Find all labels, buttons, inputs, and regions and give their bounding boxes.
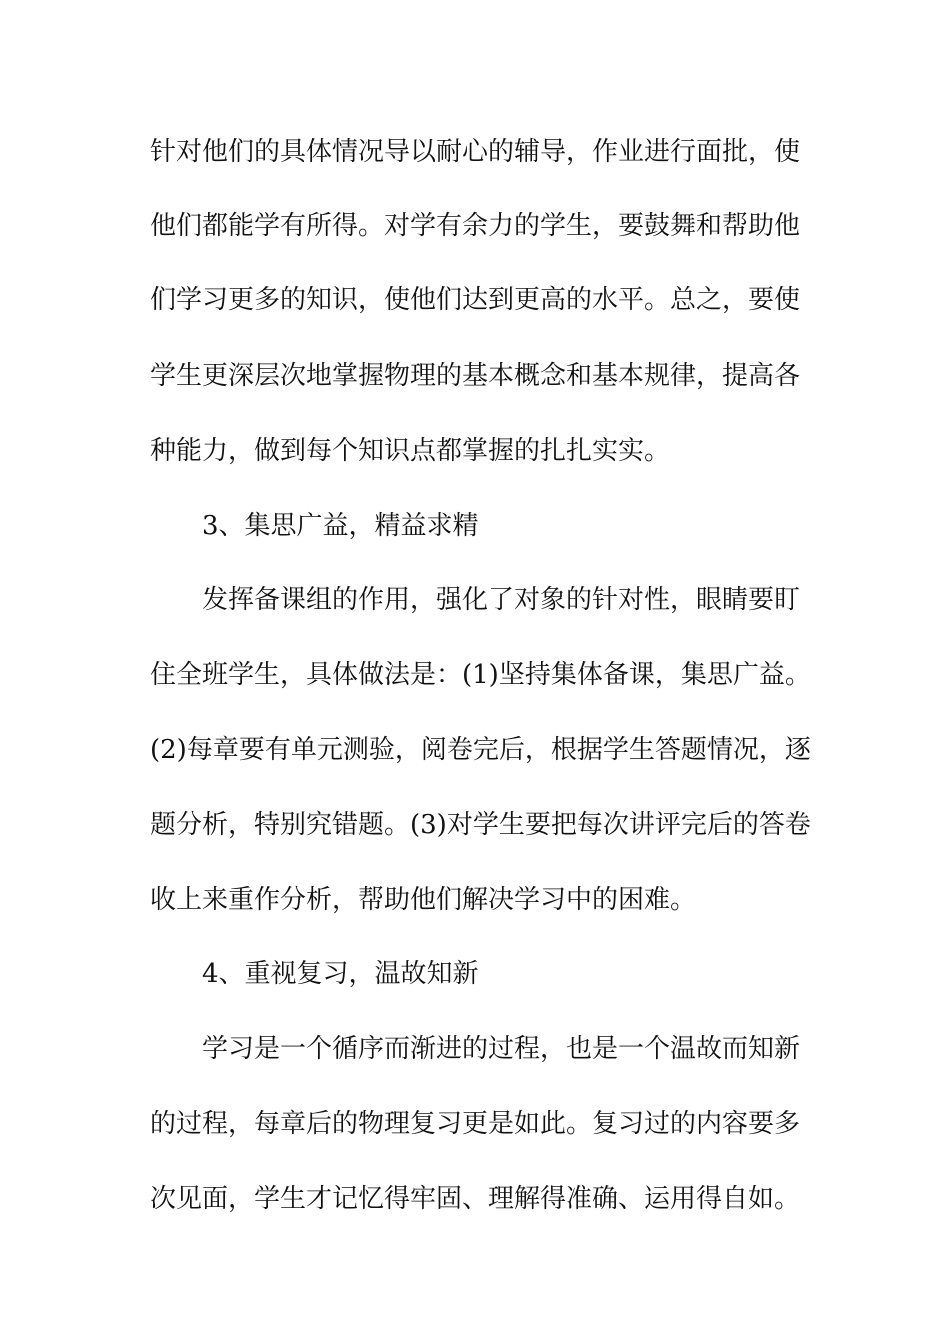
paragraph-line: 的过程，每章后的物理复习更是如此。复习过的内容要多 (150, 1109, 801, 1139)
paragraph-line: 发挥备课组的作用，强化了对象的针对性，眼睛要盯 (202, 585, 801, 615)
paragraph-line: 种能力，做到每个知识点都掌握的扎扎实实。 (150, 436, 671, 466)
section-heading: 4、重视复习，温故知新 (202, 959, 479, 989)
section-heading: 3、集思广益，精益求精 (202, 511, 479, 541)
paragraph-line: (2)每章要有单元测验，阅卷完后，根据学生答题情况，逐 (150, 735, 811, 765)
paragraph-line: 针对他们的具体情况导以耐心的辅导，作业进行面批，使 (150, 137, 801, 167)
paragraph-line: 住全班学生，具体做法是：(1)坚持集体备课，集思广益。 (150, 660, 811, 690)
paragraph-line: 学生更深层次地掌握物理的基本概念和基本规律，提高各 (150, 361, 801, 391)
paragraph-line: 次见面，学生才记忆得牢固、理解得准确、运用得自如。 (150, 1184, 801, 1214)
paragraph-line: 收上来重作分析，帮助他们解决学习中的困难。 (150, 885, 697, 915)
paragraph-line: 学习是一个循序而渐进的过程，也是一个温故而知新 (202, 1034, 801, 1064)
paragraph-line: 们学习更多的知识，使他们达到更高的水平。总之，要使 (150, 285, 801, 315)
paragraph-line: 他们都能学有所得。对学有余力的学生，要鼓舞和帮助他 (150, 211, 801, 241)
paragraph-line: 题分析，特别究错题。(3)对学生要把每次讲评完后的答卷 (150, 810, 811, 840)
